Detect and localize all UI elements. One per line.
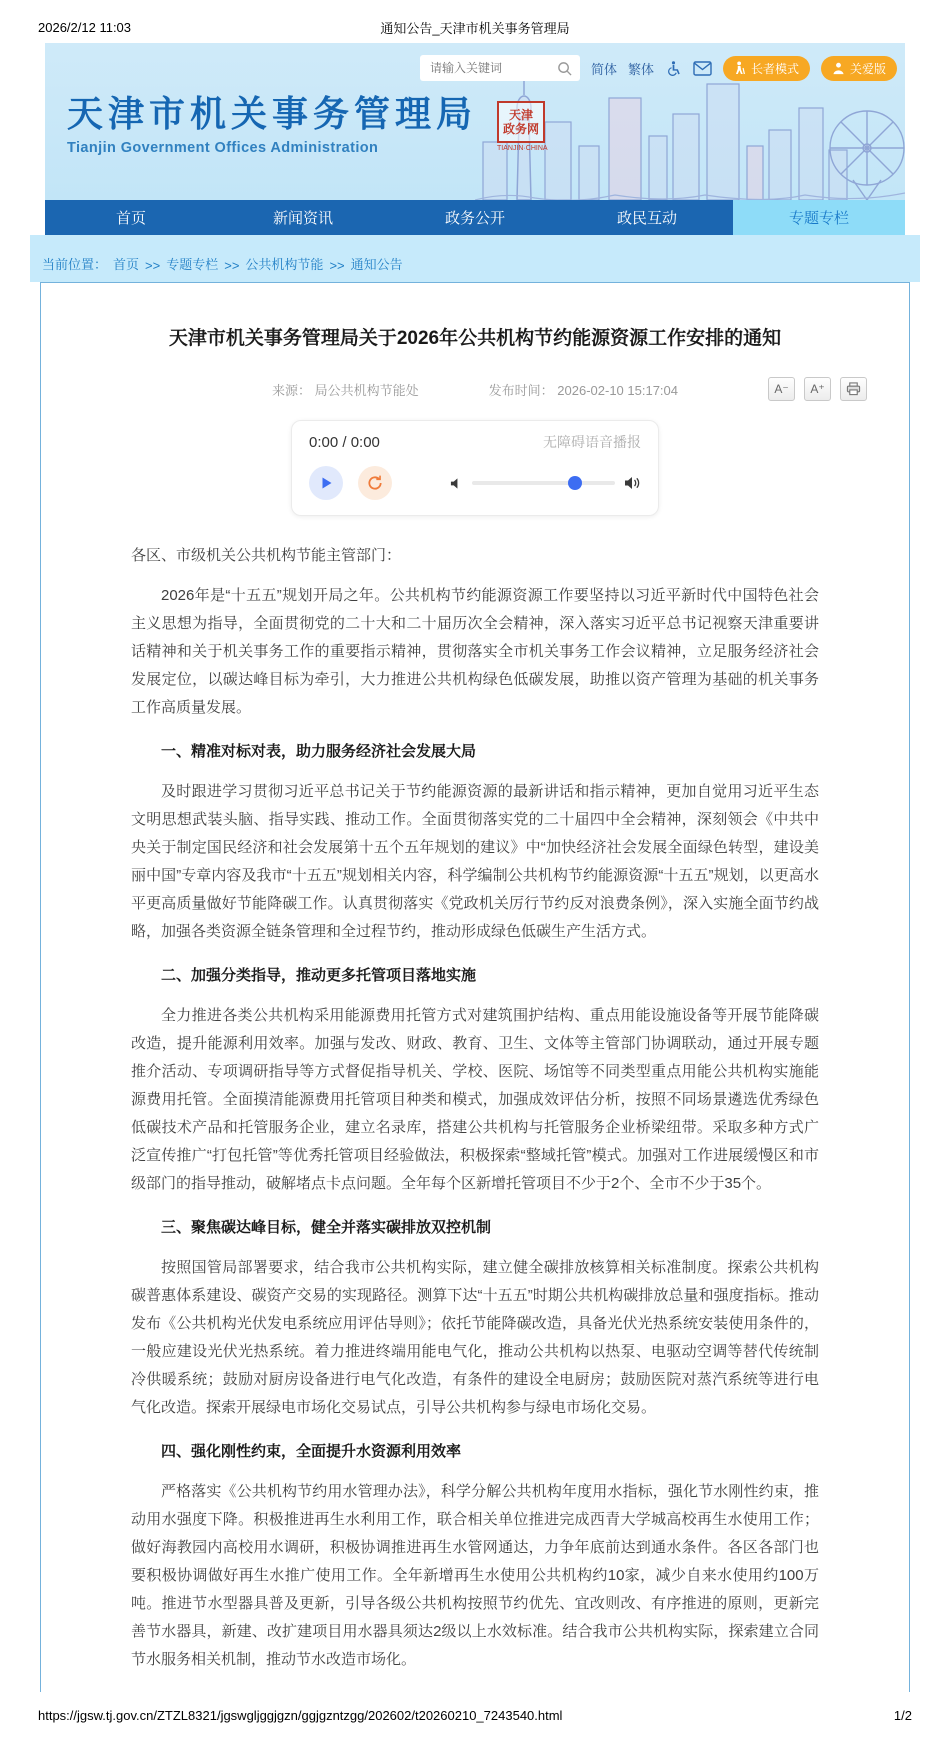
play-icon <box>319 476 333 490</box>
elder-mode-button[interactable] <box>723 56 810 81</box>
article-source <box>272 380 419 399</box>
volume-high-icon[interactable] <box>624 476 641 490</box>
breadcrumb-home[interactable]: 首页 <box>113 257 140 272</box>
search-input[interactable] <box>428 60 557 76</box>
volume-slider[interactable] <box>472 481 615 485</box>
breadcrumb <box>30 235 920 282</box>
article-meta <box>41 376 909 402</box>
player-time: 0:00 / 0:00 <box>309 433 380 451</box>
player-caption: 无障碍语音播报 <box>543 434 641 450</box>
article-title: 天津市机关事务管理局关于2026年公共机构节约能源资源工作安排的通知 <box>168 328 782 349</box>
article-section-heading-1: 一、精准对标对表，助力服务经济社会发展大局 <box>161 743 477 760</box>
tianjin-gov-seal <box>497 101 547 152</box>
article-paragraph: 全力推进各类公共机构采用能源费用托管方式对建筑围护结构、重点用能设施设备等开展节能降碳改造，提升能源利用效率。加强与发改、财政、教育、卫生、文体等主管部门协调联动，通过开展专题推介活动、专项调研指导等方式督促指导机关、学校、医院、场馆等不同类型重点用能公共机构实施能源费用托管。全面摸清能源费用托管项目种类和模式，加强成效评估分析，按照不同场景遴选优秀绿色低碳技术产品和托管服务企业，建立名录库，搭建公共机构与托管服务企业桥梁纽带。采取多种方式广泛宣传推广“打包托管”等优秀托管项目经验做法，积极探索“整域托管”模式。加强对工作进展缓慢区和市级部门的指导推动，破解堵点卡点问题。全年每个区新增托管项目不少于2个、全市不少于35个。 <box>131 1007 819 1192</box>
accessibility-audio-player <box>291 420 659 516</box>
breadcrumb-label: 当前位置： <box>42 257 108 272</box>
font-larger-button[interactable]: A⁺ <box>804 377 831 401</box>
article-paragraph: 严格落实《公共机构节约用水管理办法》，科学分解公共机构年度用水指标，强化节水刚性约束，推动用水强度下降。积极推进再生水利用工作，联合相关单位推进完成西青大学城高校再生水使用工作；做好海教园内高校用水调研，积极协调推进再生水管网通达，力争年底前达到通水条件。各区各部门也要积极协调做好再生水推广使用工作。全年新增再生水使用公共机构约10家，减少自来水使用约100万吨。推进节水型器具普及更新，引导各级公共机构按照节约优先、宜改则改、有序推进的原则，更新完善节水器具，新建、改扩建项目用水器具须达2级以上水效标准。结合我市公共机构实际，探索建立合同节水服务相关机制，推动节水改造市场化。 <box>131 1483 819 1668</box>
site-name-en: Tianjin Government Offices Administration <box>67 139 379 156</box>
breadcrumb-notices[interactable]: 通知公告 <box>350 257 403 272</box>
nav-item-special-topics[interactable]: 专题专栏 <box>733 200 905 235</box>
source-label: 来源： <box>271 382 311 398</box>
article-section-heading-3: 三、聚焦碳达峰目标，健全并落实碳排放双控机制 <box>161 1219 492 1236</box>
volume-controls <box>450 476 641 490</box>
print-datetime: 2026/2/12 11:03 <box>38 20 132 35</box>
search-box[interactable] <box>420 55 580 81</box>
article-section-heading-4: 四、强化刚性约束，全面提升水资源利用效率 <box>161 1443 462 1460</box>
accessibility-icon[interactable] <box>665 60 682 77</box>
print-page-number: 1/2 <box>893 1708 912 1723</box>
care-edition-button[interactable] <box>821 56 897 81</box>
nav-item-news[interactable]: 新闻资讯 <box>272 210 333 227</box>
breadcrumb-separator: >> <box>329 258 345 273</box>
nav-item-interaction[interactable]: 政民互动 <box>616 210 677 227</box>
site-header <box>45 43 905 200</box>
print-footer <box>0 1692 950 1743</box>
print-url: https://jgsw.tj.gov.cn/ZTZL8321/jgswgljggjgzn/ggjgzntzgg/202602/t20260210_7243540.html <box>38 1708 563 1723</box>
nav-item-home[interactable]: 首页 <box>115 210 146 227</box>
elder-icon <box>734 61 746 75</box>
article-tools <box>768 377 867 401</box>
article-container <box>40 282 910 1692</box>
print-button[interactable] <box>840 377 867 401</box>
site-logo <box>67 95 477 156</box>
article-pubtime <box>489 380 678 399</box>
elder-mode-label: 长者模式 <box>750 61 799 76</box>
breadcrumb-public-institution-energy[interactable]: 公共机构节能 <box>245 257 324 272</box>
seal-line1: 天津 <box>508 108 533 122</box>
article-salutation: 各区、市级机关公共机构节能主管部门： <box>131 547 402 564</box>
article-paragraph: 按照国管局部署要求，结合我市公共机构实际，建立健全碳排放核算相关标准制度。探索公共机构碳普惠体系建设、碳资产交易的实现路径。测算下达“十五五”时期公共机构碳排放总量和强度指标。推动发布《公共机构光伏发电系统应用评估导则》；依托节能降碳改造，具备光伏光热系统安装使用条件的，一般应建设光伏光热系统。着力推进终端用能电气化，推动公共机构以热泵、电驱动空调等替代传统制冷供暖系统；鼓励对厨房设备进行电气化改造，有条件的建设全电厨房；鼓励医院对蒸汽系统等进行电气化改造。探索开展绿电市场化交易试点，引导公共机构参与绿电市场化交易。 <box>131 1259 819 1416</box>
source-value: 局公共机构节能处 <box>314 382 419 398</box>
article-section-heading-2: 二、加强分类指导，推动更多托管项目落地实施 <box>161 967 477 984</box>
article-paragraph: 2026年是“十五五”规划开局之年。公共机构节约能源资源工作要坚持以习近平新时代中国特色社会主义思想为指导，全面贯彻党的二十大和二十届历次全会精神，深入落实习近平总书记视察天津重要讲话精神和关于机关事务工作的重要指示精神，贯彻落实全市机关事务工作会议精神，立足服务经济社会发展定位，以碳达峰目标为牵引，大力推进公共机构绿色低碳发展，助推以资产管理为基础的机关事务工作高质量发展。 <box>131 587 819 716</box>
page-container <box>42 43 905 1692</box>
seal-caption: TIANJIN·CHINA <box>497 145 548 152</box>
care-edition-label: 关爱版 <box>849 61 886 76</box>
article-paragraph: 及时跟进学习贯彻习近平总书记关于节约能源资源的最新讲话和指示精神，更加自觉用习近平生态文明思想武装头脑、指导实践、推动工作。全面贯彻落实党的二十届四中全会精神，深刻领会《中共中央关于制定国民经济和社会发展第十五个五年规划的建议》中“加快经济社会发展全面绿色转型，建设美丽中国”专章内容及我市“十五五”规划相关内容，科学编制公共机构节约能源资源“十五五”规划，以更高水平更高质量做好节能降碳工作。认真贯彻落实《党政机关厉行节约反对浪费条例》，深入实施全面节约战略，加强各类资源全链条管理和全过程节约，推动形成绿色低碳生产生活方式。 <box>131 783 819 940</box>
header-toolbar <box>420 55 897 81</box>
loop-button[interactable] <box>358 466 392 500</box>
site-name-cn: 天津市机关事务管理局 <box>67 94 478 134</box>
search-icon[interactable] <box>557 61 572 76</box>
print-icon <box>846 382 861 396</box>
volume-knob[interactable] <box>568 476 582 490</box>
seal-line2: 政务网 <box>502 122 539 136</box>
print-doc-title: 通知公告_天津市机关事务管理局 <box>380 21 570 36</box>
font-smaller-button[interactable]: A⁻ <box>768 377 795 401</box>
care-person-icon <box>832 62 845 75</box>
pubtime-value: 2026-02-10 15:17:04 <box>557 382 678 398</box>
breadcrumb-separator: >> <box>145 258 161 273</box>
volume-low-icon[interactable] <box>450 477 463 490</box>
main-nav <box>45 200 905 235</box>
mail-icon[interactable] <box>693 61 712 76</box>
play-button[interactable] <box>309 466 343 500</box>
nav-item-gov-affairs[interactable]: 政务公开 <box>444 210 505 227</box>
print-header <box>0 0 950 43</box>
pubtime-label: 发布时间： <box>488 382 554 398</box>
article-body <box>131 542 819 1674</box>
breadcrumb-special-topics[interactable]: 专题专栏 <box>166 257 219 272</box>
breadcrumb-separator: >> <box>224 258 240 273</box>
traditional-chinese-link[interactable]: 繁体 <box>627 61 654 77</box>
loop-icon <box>366 474 384 492</box>
simplified-chinese-link[interactable]: 简体 <box>590 61 617 77</box>
